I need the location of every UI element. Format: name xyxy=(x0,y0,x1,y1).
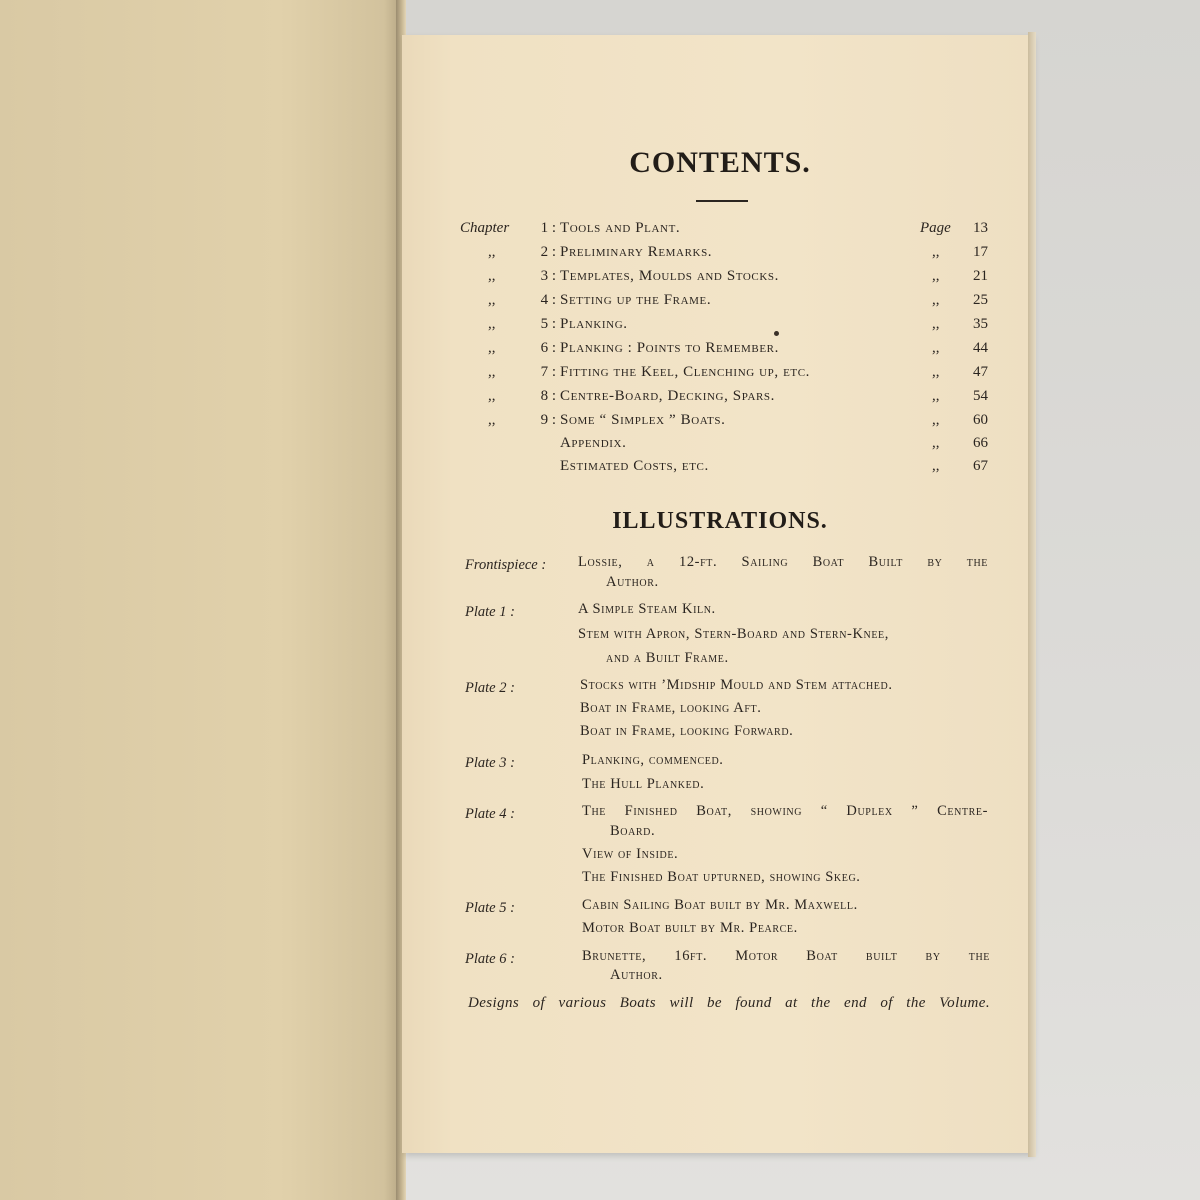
designs-footnote: Designs of various Boats will be found at the end of the Volume. xyxy=(468,995,990,1011)
ditto-mark: ,, xyxy=(932,435,940,451)
illustration-caption: A Simple Steam Kiln. xyxy=(578,601,716,617)
toc-row xyxy=(460,388,990,410)
illustration-caption: Lossie, a 12-ft. Sailing Boat Built by the xyxy=(578,554,988,570)
ditto-mark: ,, xyxy=(932,412,940,428)
toc-row xyxy=(460,458,990,480)
chapter-title: Planking. xyxy=(560,316,628,332)
plate-label: Plate 1 : xyxy=(465,604,515,620)
chapter-title: Planking : Points to Remember. xyxy=(560,340,779,356)
plate-label: Plate 5 : xyxy=(465,900,515,916)
ditto-mark: ,, xyxy=(488,244,496,260)
page-number: 66 xyxy=(973,435,988,451)
illustration-caption: Author. xyxy=(606,574,659,590)
illustration-caption: The Hull Planked. xyxy=(582,776,705,792)
illustration-caption: The Finished Boat upturned, showing Skeg. xyxy=(582,869,861,885)
page-number: 17 xyxy=(973,244,988,260)
ditto-mark: ,, xyxy=(932,340,940,356)
page-number: 13 xyxy=(973,220,988,236)
toc-row xyxy=(460,268,990,290)
illustration-caption: The Finished Boat, showing “ Duplex ” Centre- xyxy=(582,803,988,819)
chapter-title: Estimated Costs, etc. xyxy=(560,458,709,474)
illustration-caption: and a Built Frame. xyxy=(606,650,729,666)
ditto-mark: ,, xyxy=(488,268,496,284)
page-number: 35 xyxy=(973,316,988,332)
ditto-mark: ,, xyxy=(932,244,940,260)
ditto-mark: ,, xyxy=(488,364,496,380)
page-number: 21 xyxy=(973,268,988,284)
illustration-caption: Board. xyxy=(610,823,656,839)
chapter-number: 9 : xyxy=(540,412,556,428)
page-number: 25 xyxy=(973,292,988,308)
chapter-title: Tools and Plant. xyxy=(560,220,681,236)
chapter-title: Appendix. xyxy=(560,435,627,451)
ink-speck xyxy=(774,331,779,336)
chapter-number: 7 : xyxy=(540,364,556,380)
plate-label: Plate 2 : xyxy=(465,680,515,696)
chapter-number: 3 : xyxy=(540,268,556,284)
chapter-title: Setting up the Frame. xyxy=(560,292,712,308)
ditto-mark: ,, xyxy=(488,340,496,356)
ditto-mark: ,, xyxy=(488,292,496,308)
ditto-mark: ,, xyxy=(932,364,940,380)
contents-heading: CONTENTS. xyxy=(629,146,811,179)
illustration-caption: Cabin Sailing Boat built by Mr. Maxwell. xyxy=(582,897,858,913)
plate-label: Plate 4 : xyxy=(465,806,515,822)
chapter-number: 2 : xyxy=(540,244,556,260)
chapter-title: Centre-Board, Decking, Spars. xyxy=(560,388,775,404)
chapter-number: 1 : xyxy=(540,220,556,236)
illustration-caption: Stocks with ’Midship Mould and Stem attached. xyxy=(580,677,893,693)
toc-row xyxy=(460,316,990,338)
page-number: 54 xyxy=(973,388,988,404)
chapter-number: 6 : xyxy=(540,340,556,356)
chapter-title: Fitting the Keel, Clenching up, etc. xyxy=(560,364,811,380)
ditto-mark: ,, xyxy=(488,388,496,404)
ditto-mark: ,, xyxy=(932,292,940,308)
illustration-caption: View of Inside. xyxy=(582,846,679,862)
page-number: 60 xyxy=(973,412,988,428)
plate-label: Plate 6 : xyxy=(465,951,515,967)
heading-rule xyxy=(696,200,748,202)
ditto-mark: ,, xyxy=(932,458,940,474)
frontispiece-label: Frontispiece : xyxy=(465,557,547,573)
illustration-caption: Planking, commenced. xyxy=(582,752,724,768)
ditto-mark: ,, xyxy=(932,388,940,404)
chapter-title: Preliminary Remarks. xyxy=(560,244,713,260)
ditto-mark: ,, xyxy=(932,316,940,332)
page-number: 67 xyxy=(973,458,988,474)
chapter-number: 5 : xyxy=(540,316,556,332)
ditto-mark: ,, xyxy=(488,316,496,332)
toc-row xyxy=(460,364,990,386)
illustration-caption: Author. xyxy=(610,967,663,983)
toc-row xyxy=(460,412,990,434)
chapter-title: Some “ Simplex ” Boats. xyxy=(560,412,726,428)
illustration-caption: Boat in Frame, looking Aft. xyxy=(580,700,762,716)
ditto-mark: ,, xyxy=(932,268,940,284)
toc-row xyxy=(460,244,990,266)
chapter-label: Chapter xyxy=(460,220,510,236)
illustrations-heading: ILLUSTRATIONS. xyxy=(612,508,828,534)
toc-row xyxy=(460,220,990,242)
plate-label: Plate 3 : xyxy=(465,755,515,771)
page-number: 47 xyxy=(973,364,988,380)
illustration-caption: Stem with Apron, Stern-Board and Stern-Knee, xyxy=(578,626,889,642)
toc-row xyxy=(460,340,990,362)
chapter-title: Templates, Moulds and Stocks. xyxy=(560,268,779,284)
chapter-number: 8 : xyxy=(540,388,556,404)
toc-row xyxy=(460,292,990,314)
illustration-caption: Boat in Frame, looking Forward. xyxy=(580,723,794,739)
ditto-mark: ,, xyxy=(488,412,496,428)
illustration-caption: Motor Boat built by Mr. Pearce. xyxy=(582,920,798,936)
toc-row xyxy=(460,435,990,457)
chapter-number: 4 : xyxy=(540,292,556,308)
page-label: Page xyxy=(920,220,951,236)
illustration-caption: Brunette, 16ft. Motor Boat built by the xyxy=(582,948,990,964)
page-number: 44 xyxy=(973,340,988,356)
